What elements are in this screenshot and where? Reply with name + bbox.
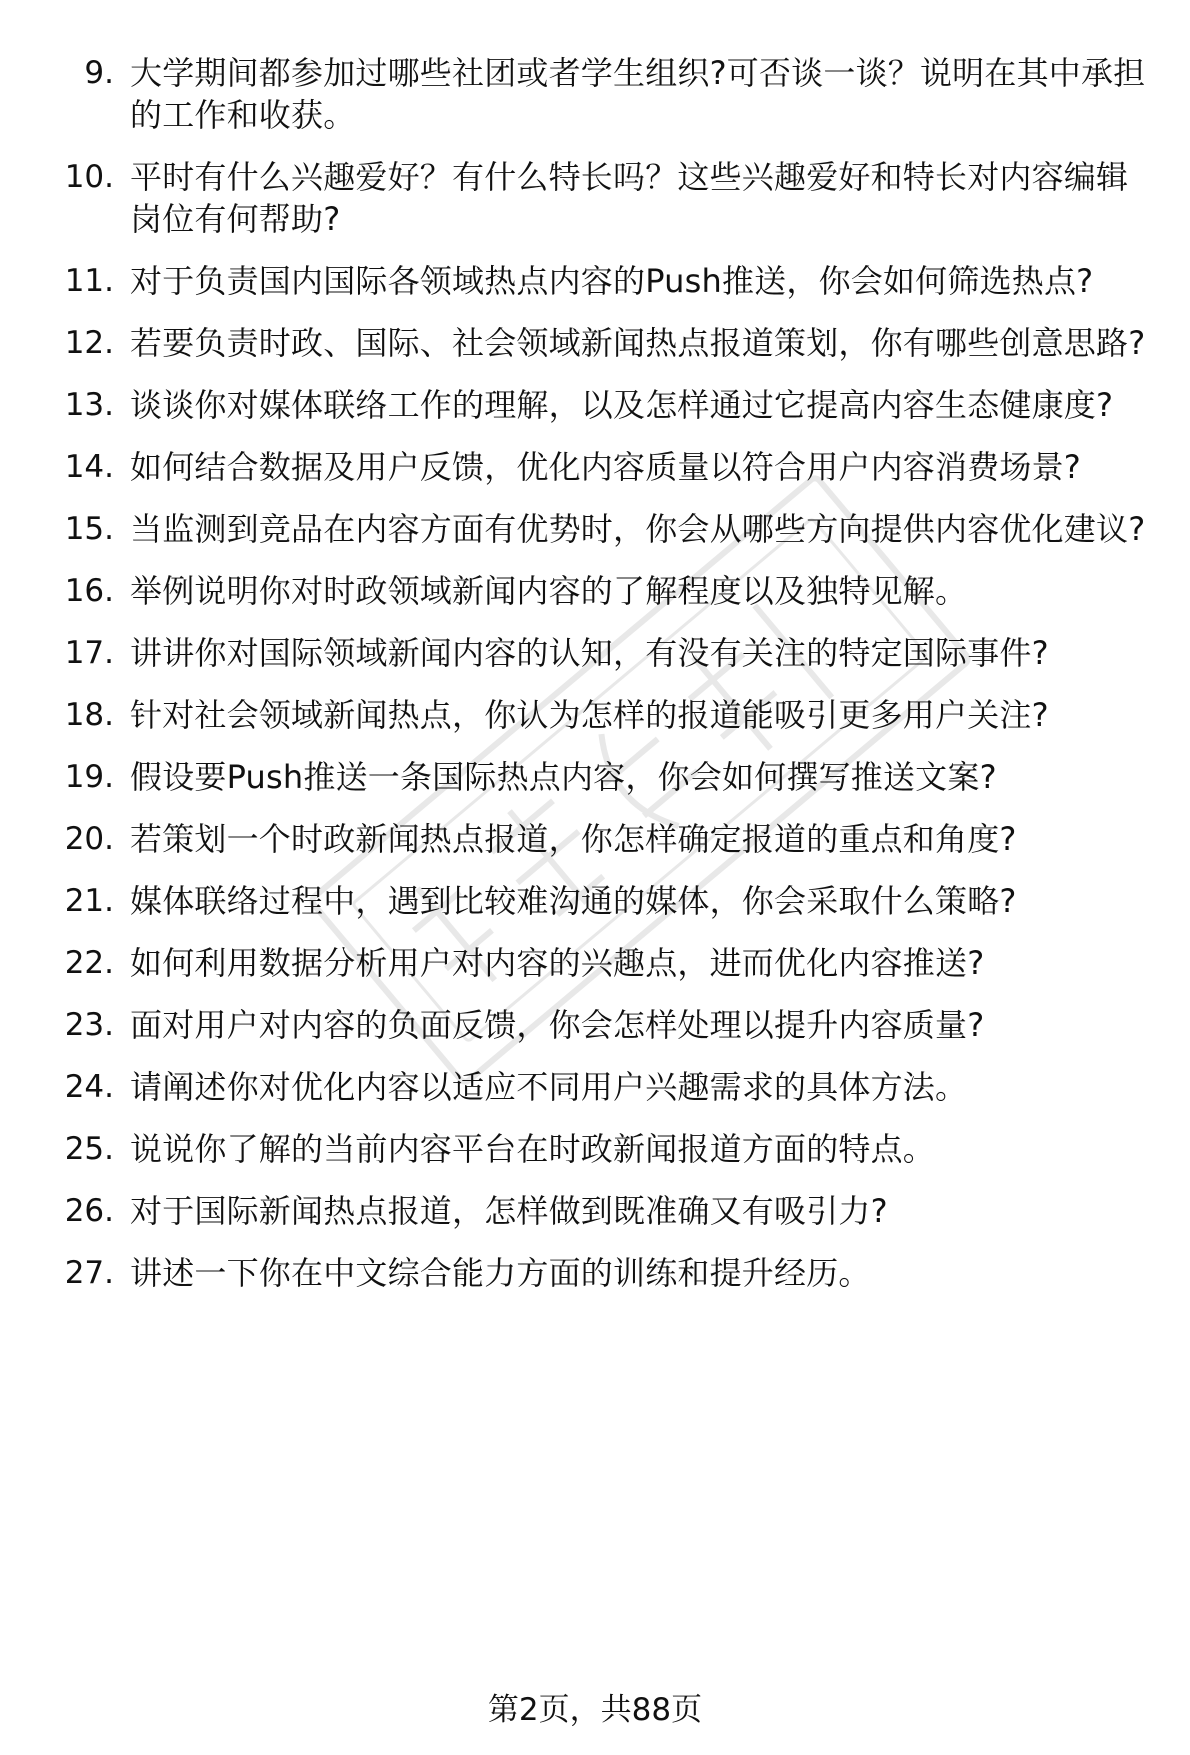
list-item [0, 1128, 1190, 1170]
question-text: 对于负责国内国际各领域热点内容的Push推送，你会如何筛选热点? [130, 262, 1094, 300]
question-number: 20. [64, 821, 114, 857]
list-item [0, 1066, 1190, 1108]
question-text: 当监测到竞品在内容方面有优势时，你会从哪些方向提供内容优化建议? [130, 510, 1146, 548]
question-text: 面对用户对内容的负面反馈，你会怎样处理以提升内容质量? [130, 1006, 985, 1044]
question-number: 9. [84, 55, 114, 91]
question-text: 讲讲你对国际领域新闻内容的认知，有没有关注的特定国际事件? [130, 634, 1049, 672]
question-number: 19. [64, 759, 114, 795]
list-item [0, 694, 1190, 736]
question-number: 17. [64, 635, 114, 671]
question-text: 媒体联络过程中，遇到比较难沟通的媒体，你会采取什么策略? [130, 882, 1017, 920]
question-number: 27. [64, 1255, 114, 1291]
question-text: 针对社会领域新闻热点，你认为怎样的报道能吸引更多用户关注? [130, 696, 1049, 734]
question-number: 13. [64, 387, 114, 423]
question-number: 16. [64, 573, 114, 609]
list-item [0, 52, 1190, 136]
list-item [0, 880, 1190, 922]
question-number: 25. [64, 1131, 114, 1167]
list-item [0, 942, 1190, 984]
question-number: 11. [64, 263, 114, 299]
question-text: 对于国际新闻热点报道，怎样做到既准确又有吸引力? [130, 1192, 888, 1230]
question-text: 假设要Push推送一条国际热点内容，你会如何撰写推送文案? [130, 758, 997, 796]
list-item [0, 632, 1190, 674]
list-item [0, 260, 1190, 302]
question-number: 21. [64, 883, 114, 919]
question-number: 26. [64, 1193, 114, 1229]
list-item [0, 384, 1190, 426]
question-number: 14. [64, 449, 114, 485]
question-text: 如何利用数据分析用户对内容的兴趣点，进而优化内容推送? [130, 944, 985, 982]
list-item [0, 1252, 1190, 1294]
question-text: 如何结合数据及用户反馈，优化内容质量以符合用户内容消费场景? [130, 448, 1081, 486]
list-item [0, 818, 1190, 860]
question-number: 12. [64, 325, 114, 361]
list-item [0, 508, 1190, 550]
list-item [0, 322, 1190, 364]
question-text: 说说你了解的当前内容平台在时政新闻报道方面的特点。 [130, 1130, 936, 1168]
question-text: 请阐述你对优化内容以适应不同用户兴趣需求的具体方法。 [130, 1068, 968, 1106]
question-number: 24. [64, 1069, 114, 1105]
question-text: 谈谈你对媒体联络工作的理解，以及怎样通过它提高内容生态健康度? [130, 386, 1114, 424]
question-text: 举例说明你对时政领域新闻内容的了解程度以及独特见解。 [130, 572, 968, 610]
list-item [0, 156, 1190, 240]
question-text: 讲述一下你在中文综合能力方面的训练和提升经历。 [130, 1254, 871, 1292]
question-text: 平时有什么兴趣爱好？有什么特长吗？这些兴趣爱好和特长对内容编辑岗位有何帮助? [130, 158, 1129, 238]
list-item [0, 446, 1190, 488]
question-number: 22. [64, 945, 114, 981]
list-item [0, 1190, 1190, 1232]
list-item [0, 1004, 1190, 1046]
question-number: 10. [64, 159, 114, 195]
question-text: 大学期间都参加过哪些社团或者学生组织?可否谈一谈？说明在其中承担的工作和收获。 [130, 54, 1146, 134]
question-text: 若要负责时政、国际、社会领域新闻热点报道策划，你有哪些创意思路? [130, 324, 1146, 362]
question-number: 23. [64, 1007, 114, 1043]
question-text: 若策划一个时政新闻热点报道，你怎样确定报道的重点和角度? [130, 820, 1017, 858]
page-footer: 第2页，共88页 [487, 1692, 703, 1728]
list-item [0, 570, 1190, 612]
question-number: 15. [64, 511, 114, 547]
list-item [0, 756, 1190, 798]
question-number: 18. [64, 697, 114, 733]
question-list [0, 52, 1190, 1314]
